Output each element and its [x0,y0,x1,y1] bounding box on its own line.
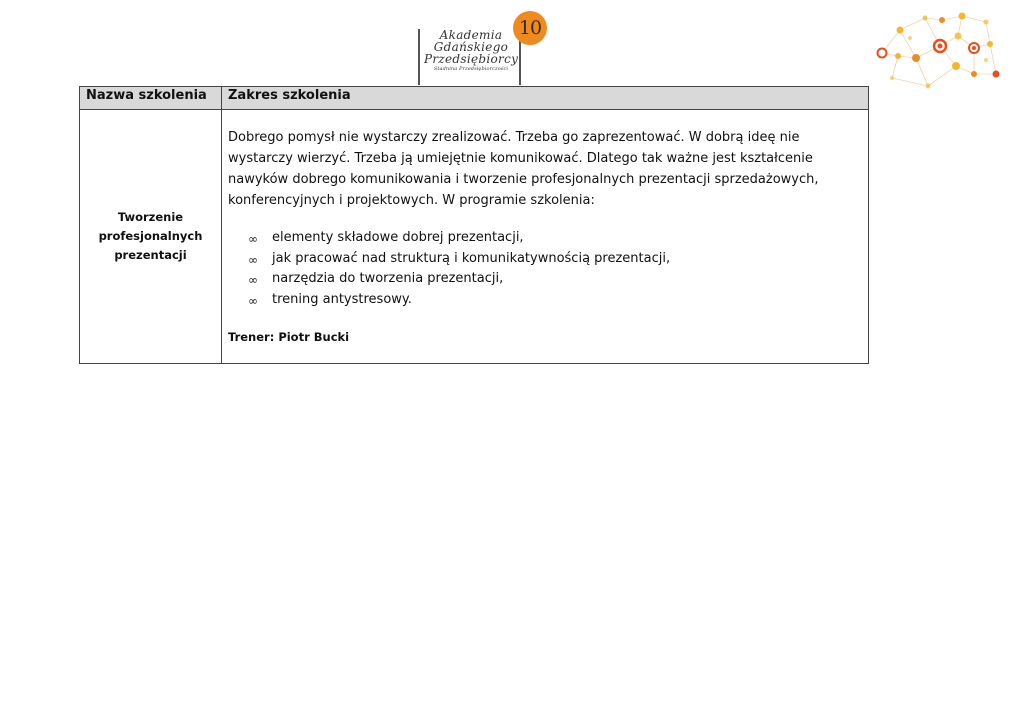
infinity-bullet-icon: ∞ [248,252,258,267]
list-item [228,290,862,311]
infinity-bullet-icon: ∞ [248,232,258,246]
logo-line-2: Gdańskiego [433,40,509,54]
list-item-text: jak pracować nad strukturą i komunikatywnością prezentacji, [272,250,671,266]
logo-line-3: Przedsiębiorcy [424,52,519,66]
infinity-bullet-icon: ∞ [248,293,258,308]
logo-rule-left [418,29,420,85]
table-row [80,110,869,364]
training-description: Dobrego pomysł nie wystarczy zrealizować. Trzeba go zaprezentować. W dobrą ideę nie wystarczy wierzyć. Trzeba ją umiejętnie komunikować. Dlatego tak ważne jest kształcenie nawyków dobrego komunikowania i tworzenie profesjonalnych prezentacji sprzedażowych, konferencyjnych i projektowych. W programie szkolenia: [228,130,819,208]
table-header-row [80,87,869,110]
logo-badge: 10 [513,11,547,45]
list-item [228,269,862,290]
training-scope-cell [222,110,869,364]
header-training-name: Nazwa szkolenia [80,87,222,110]
list-item [228,228,862,249]
list-item-text: elementy składowe dobrej prezentacji, [272,230,524,245]
list-item-text: narzędzia do tworzenia prezentacji, [272,271,504,286]
list-item [228,249,862,270]
training-name-line-1: Tworzenie [117,210,184,224]
academy-logo [418,10,553,78]
infinity-bullet-icon: ∞ [248,273,258,287]
logo-tagline: Stadnina Przedsiębiorczości [433,66,509,72]
network-decoration-icon [870,8,1004,94]
training-name-cell [80,110,222,364]
logo-text [424,29,518,73]
training-table [79,86,869,364]
logo-line-1: Akademia [439,28,503,42]
training-name-line-2: profesjonalnych [98,229,203,243]
program-list [228,228,862,310]
list-item-text: trening antystresowy. [272,291,412,307]
trainer-name: Trener: Piotr Bucki [228,330,350,344]
training-name-line-3: prezentacji [114,248,187,262]
header-training-scope: Zakres szkolenia [222,87,869,110]
